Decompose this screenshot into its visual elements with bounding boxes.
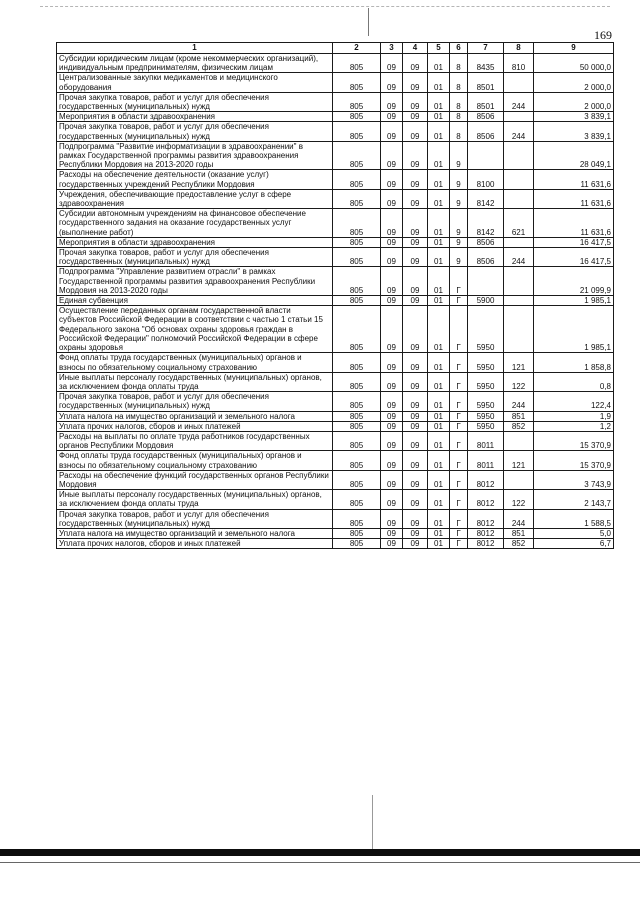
row-col3-cell: 09 <box>381 539 403 549</box>
row-col7-cell: 5950 <box>468 306 504 353</box>
row-col5-cell: 01 <box>428 122 450 141</box>
row-amount-cell: 1 985,1 <box>534 306 614 353</box>
row-col8-cell <box>504 296 534 306</box>
row-col2-cell: 805 <box>333 451 381 470</box>
row-col5-cell: 01 <box>428 141 450 170</box>
table-row <box>57 353 614 372</box>
table-row <box>57 189 614 208</box>
row-col4-cell: 09 <box>403 122 428 141</box>
row-col3-cell: 09 <box>381 141 403 170</box>
row-name-cell: Учреждения, обеспечивающие предоставление услуг в сфере здравоохранения <box>57 189 333 208</box>
row-amount-cell: 1 858,8 <box>534 353 614 372</box>
row-col5-cell: 01 <box>428 411 450 421</box>
row-col2-cell: 805 <box>333 539 381 549</box>
row-col8-cell <box>504 189 534 208</box>
row-col3-cell: 09 <box>381 54 403 73</box>
scan-bottom-line <box>0 862 640 863</box>
row-col8-cell: 621 <box>504 209 534 238</box>
table-row <box>57 306 614 353</box>
table-body <box>57 54 614 549</box>
row-col4-cell: 09 <box>403 92 428 111</box>
row-name-cell: Прочая закупка товаров, работ и услуг для обеспечения государственных (муниципальных) нужд <box>57 248 333 267</box>
row-col3-cell: 09 <box>381 237 403 247</box>
row-col4-cell: 09 <box>403 189 428 208</box>
row-amount-cell: 1 588,5 <box>534 509 614 528</box>
row-name-cell: Субсидии юридическим лицам (кроме некоммерческих организаций), индивидуальным предпринимателям, физическим лицам <box>57 54 333 73</box>
row-col3-cell: 09 <box>381 411 403 421</box>
row-col7-cell: 5950 <box>468 421 504 431</box>
header-col-7: 7 <box>468 43 504 54</box>
row-col8-cell: 244 <box>504 392 534 411</box>
row-col8-cell <box>504 73 534 92</box>
row-col3-cell: 09 <box>381 189 403 208</box>
row-col2-cell: 805 <box>333 209 381 238</box>
row-amount-cell: 16 417,5 <box>534 237 614 247</box>
row-col2-cell: 805 <box>333 509 381 528</box>
table-row <box>57 372 614 391</box>
row-col6-cell: 9 <box>450 189 468 208</box>
row-name-cell: Уплата налога на имущество организаций и земельного налога <box>57 528 333 538</box>
row-col3-cell: 09 <box>381 73 403 92</box>
row-col8-cell: 810 <box>504 54 534 73</box>
row-col6-cell: 8 <box>450 122 468 141</box>
row-name-cell: Субсидии автономным учреждениям на финансовое обеспечение государственного задания на оказание государственных услуг (выполнение работ) <box>57 209 333 238</box>
row-name-cell: Мероприятия в области здравоохранения <box>57 112 333 122</box>
row-col6-cell: 9 <box>450 209 468 238</box>
row-col2-cell: 805 <box>333 141 381 170</box>
row-col8-cell <box>504 470 534 489</box>
row-col8-cell <box>504 112 534 122</box>
row-col3-cell: 09 <box>381 170 403 189</box>
row-col2-cell: 805 <box>333 112 381 122</box>
row-col8-cell: 122 <box>504 372 534 391</box>
row-col4-cell: 09 <box>403 392 428 411</box>
row-col8-cell: 852 <box>504 539 534 549</box>
header-col-9: 9 <box>534 43 614 54</box>
header-col-3: 3 <box>381 43 403 54</box>
row-amount-cell: 16 417,5 <box>534 248 614 267</box>
row-col4-cell: 09 <box>403 237 428 247</box>
scan-fold-line <box>368 8 369 36</box>
row-name-cell: Прочая закупка товаров, работ и услуг для обеспечения государственных (муниципальных) нужд <box>57 392 333 411</box>
row-col3-cell: 09 <box>381 353 403 372</box>
row-col8-cell <box>504 267 534 296</box>
row-col7-cell: 5950 <box>468 411 504 421</box>
header-col-2: 2 <box>333 43 381 54</box>
row-name-cell: Прочая закупка товаров, работ и услуг для обеспечения государственных (муниципальных) нужд <box>57 92 333 111</box>
row-col4-cell: 09 <box>403 73 428 92</box>
row-col2-cell: 805 <box>333 372 381 391</box>
table-row <box>57 112 614 122</box>
row-col6-cell: Г <box>450 372 468 391</box>
row-col5-cell: 01 <box>428 306 450 353</box>
row-col3-cell: 09 <box>381 296 403 306</box>
row-col4-cell: 09 <box>403 509 428 528</box>
row-name-cell: Уплата прочих налогов, сборов и иных платежей <box>57 539 333 549</box>
table-row <box>57 122 614 141</box>
row-col6-cell: 8 <box>450 73 468 92</box>
budget-table <box>56 42 614 549</box>
row-col5-cell: 01 <box>428 353 450 372</box>
row-col3-cell: 09 <box>381 490 403 509</box>
row-col7-cell: 8012 <box>468 539 504 549</box>
row-col4-cell: 09 <box>403 170 428 189</box>
row-col3-cell: 09 <box>381 421 403 431</box>
row-name-cell: Иные выплаты персоналу государственных (муниципальных) органов, за исключением фонда оплаты труда <box>57 372 333 391</box>
row-col3-cell: 09 <box>381 509 403 528</box>
row-col3-cell: 09 <box>381 372 403 391</box>
row-col2-cell: 805 <box>333 470 381 489</box>
row-name-cell: Иные выплаты персоналу государственных (муниципальных) органов, за исключением фонда оплаты труда <box>57 490 333 509</box>
table-row <box>57 248 614 267</box>
row-col4-cell: 09 <box>403 267 428 296</box>
row-name-cell: Расходы на обеспечение деятельности (оказание услуг) государственных учреждений Республики Мордовия <box>57 170 333 189</box>
row-col4-cell: 09 <box>403 209 428 238</box>
row-col4-cell: 09 <box>403 306 428 353</box>
row-name-cell: Прочая закупка товаров, работ и услуг для обеспечения государственных (муниципальных) нужд <box>57 122 333 141</box>
row-col2-cell: 805 <box>333 73 381 92</box>
table-row <box>57 54 614 73</box>
table-row <box>57 528 614 538</box>
row-col2-cell: 805 <box>333 237 381 247</box>
table-header-row <box>57 43 614 54</box>
row-col6-cell: 9 <box>450 170 468 189</box>
row-col2-cell: 805 <box>333 296 381 306</box>
row-col3-cell: 09 <box>381 267 403 296</box>
row-col8-cell: 244 <box>504 248 534 267</box>
row-col7-cell: 8506 <box>468 122 504 141</box>
row-col2-cell: 805 <box>333 421 381 431</box>
row-col7-cell: 8506 <box>468 237 504 247</box>
row-amount-cell: 1,2 <box>534 421 614 431</box>
row-col8-cell <box>504 306 534 353</box>
row-col5-cell: 01 <box>428 490 450 509</box>
row-name-cell: Расходы на выплаты по оплате труда работников государственных органов Республики Мордовия <box>57 431 333 450</box>
header-col-5: 5 <box>428 43 450 54</box>
table-row <box>57 431 614 450</box>
row-col2-cell: 805 <box>333 306 381 353</box>
row-col5-cell: 01 <box>428 539 450 549</box>
row-col8-cell: 851 <box>504 411 534 421</box>
page-number: 169 <box>594 28 612 42</box>
row-col6-cell: 9 <box>450 248 468 267</box>
row-col3-cell: 09 <box>381 112 403 122</box>
row-amount-cell: 2 143,7 <box>534 490 614 509</box>
row-col5-cell: 01 <box>428 92 450 111</box>
row-col8-cell: 244 <box>504 92 534 111</box>
row-col3-cell: 09 <box>381 92 403 111</box>
row-amount-cell: 2 000,0 <box>534 92 614 111</box>
row-col7-cell: 8011 <box>468 431 504 450</box>
row-amount-cell: 5,0 <box>534 528 614 538</box>
table-row <box>57 92 614 111</box>
row-col5-cell: 01 <box>428 421 450 431</box>
row-name-cell: Фонд оплаты труда государственных (муниципальных) органов и взносы по обязательному социальному страхованию <box>57 353 333 372</box>
row-col8-cell: 852 <box>504 421 534 431</box>
row-col8-cell <box>504 431 534 450</box>
row-col2-cell: 805 <box>333 392 381 411</box>
header-col-6: 6 <box>450 43 468 54</box>
row-col8-cell: 121 <box>504 353 534 372</box>
row-amount-cell: 28 049,1 <box>534 141 614 170</box>
row-col8-cell: 851 <box>504 528 534 538</box>
row-col7-cell: 8012 <box>468 528 504 538</box>
row-col7-cell: 5950 <box>468 392 504 411</box>
scan-bottom-border <box>0 849 640 856</box>
row-col4-cell: 09 <box>403 470 428 489</box>
table-row <box>57 411 614 421</box>
row-col5-cell: 01 <box>428 267 450 296</box>
table-row <box>57 237 614 247</box>
row-col3-cell: 09 <box>381 392 403 411</box>
row-name-cell: Фонд оплаты труда государственных (муниципальных) органов и взносы по обязательному социальному страхованию <box>57 451 333 470</box>
row-col3-cell: 09 <box>381 451 403 470</box>
row-col7-cell: 8506 <box>468 112 504 122</box>
row-col2-cell: 805 <box>333 528 381 538</box>
table-row <box>57 470 614 489</box>
row-col4-cell: 09 <box>403 248 428 267</box>
row-amount-cell: 3 839,1 <box>534 112 614 122</box>
row-col7-cell: 8100 <box>468 170 504 189</box>
row-amount-cell: 1 985,1 <box>534 296 614 306</box>
scan-edge-fragment <box>40 0 610 7</box>
row-amount-cell: 122,4 <box>534 392 614 411</box>
row-col7-cell: 8011 <box>468 451 504 470</box>
row-col6-cell: Г <box>450 451 468 470</box>
row-col6-cell: Г <box>450 296 468 306</box>
row-col3-cell: 09 <box>381 431 403 450</box>
row-amount-cell: 3 839,1 <box>534 122 614 141</box>
row-col2-cell: 805 <box>333 411 381 421</box>
row-name-cell: Централизованные закупки медикаментов и медицинского оборудования <box>57 73 333 92</box>
row-col3-cell: 09 <box>381 306 403 353</box>
row-col4-cell: 09 <box>403 372 428 391</box>
row-col7-cell: 8435 <box>468 54 504 73</box>
scan-fold-line-lower <box>372 795 373 855</box>
row-amount-cell: 15 370,9 <box>534 451 614 470</box>
row-name-cell: Расходы на обеспечение функций государственных органов Республики Мордовия <box>57 470 333 489</box>
row-col5-cell: 01 <box>428 451 450 470</box>
table-row <box>57 490 614 509</box>
row-amount-cell: 11 631,6 <box>534 170 614 189</box>
row-col5-cell: 01 <box>428 209 450 238</box>
row-amount-cell: 6,7 <box>534 539 614 549</box>
row-col6-cell: Г <box>450 539 468 549</box>
row-col6-cell: Г <box>450 509 468 528</box>
row-col4-cell: 09 <box>403 411 428 421</box>
row-col6-cell: 8 <box>450 92 468 111</box>
row-col2-cell: 805 <box>333 431 381 450</box>
table-row <box>57 509 614 528</box>
row-col6-cell: Г <box>450 267 468 296</box>
row-col5-cell: 01 <box>428 248 450 267</box>
row-col2-cell: 805 <box>333 248 381 267</box>
row-col8-cell <box>504 170 534 189</box>
row-col4-cell: 09 <box>403 54 428 73</box>
table-row <box>57 73 614 92</box>
row-col4-cell: 09 <box>403 421 428 431</box>
row-col2-cell: 805 <box>333 267 381 296</box>
row-col3-cell: 09 <box>381 470 403 489</box>
row-name-cell: Подпрограмма "Управление развитием отрасли" в рамках Государственной программы развития здравоохранения Республики Мордовия на 2013-2020 годы <box>57 267 333 296</box>
table-row <box>57 170 614 189</box>
row-col5-cell: 01 <box>428 372 450 391</box>
table-row <box>57 392 614 411</box>
row-amount-cell: 50 000,0 <box>534 54 614 73</box>
row-col4-cell: 09 <box>403 141 428 170</box>
row-name-cell: Подпрограмма "Развитие информатизации в здравоохранении" в рамках Государственной программы развития здравоохранения Республики Мордовия на 2013-2020 годы <box>57 141 333 170</box>
row-col7-cell: 8012 <box>468 490 504 509</box>
row-col2-cell: 805 <box>333 170 381 189</box>
row-col4-cell: 09 <box>403 451 428 470</box>
row-col6-cell: Г <box>450 528 468 538</box>
table-row <box>57 539 614 549</box>
row-col7-cell <box>468 141 504 170</box>
row-col4-cell: 09 <box>403 528 428 538</box>
row-amount-cell: 15 370,9 <box>534 431 614 450</box>
row-amount-cell: 2 000,0 <box>534 73 614 92</box>
row-col3-cell: 09 <box>381 248 403 267</box>
row-col5-cell: 01 <box>428 237 450 247</box>
row-col3-cell: 09 <box>381 528 403 538</box>
header-col-1: 1 <box>57 43 333 54</box>
row-name-cell: Осуществление переданных органам государственной власти субъектов Российской Федерации в соответствии с частью 1 статьи 15 Федерального закона "Об основах охраны здоровья граждан в Российской Федерации" полномочий Российской Федерации в сфере охраны здоровья <box>57 306 333 353</box>
row-col7-cell: 5900 <box>468 296 504 306</box>
row-col7-cell: 8506 <box>468 248 504 267</box>
row-col5-cell: 01 <box>428 296 450 306</box>
row-col6-cell: Г <box>450 421 468 431</box>
row-col7-cell: 8501 <box>468 92 504 111</box>
table-row <box>57 141 614 170</box>
row-col6-cell: Г <box>450 306 468 353</box>
table-row <box>57 451 614 470</box>
row-col8-cell <box>504 141 534 170</box>
row-amount-cell: 0,8 <box>534 372 614 391</box>
row-col6-cell: Г <box>450 411 468 421</box>
row-col7-cell: 8012 <box>468 470 504 489</box>
row-col5-cell: 01 <box>428 509 450 528</box>
row-col2-cell: 805 <box>333 189 381 208</box>
row-col2-cell: 805 <box>333 353 381 372</box>
row-col5-cell: 01 <box>428 112 450 122</box>
row-amount-cell: 3 743,9 <box>534 470 614 489</box>
row-col4-cell: 09 <box>403 431 428 450</box>
row-col4-cell: 09 <box>403 539 428 549</box>
table-row <box>57 209 614 238</box>
row-col4-cell: 09 <box>403 353 428 372</box>
row-col5-cell: 01 <box>428 189 450 208</box>
row-name-cell: Единая субвенция <box>57 296 333 306</box>
row-col5-cell: 01 <box>428 431 450 450</box>
row-col5-cell: 01 <box>428 392 450 411</box>
row-col6-cell: 8 <box>450 112 468 122</box>
row-col2-cell: 805 <box>333 54 381 73</box>
row-col7-cell: 8142 <box>468 209 504 238</box>
row-col7-cell: 8142 <box>468 189 504 208</box>
row-col8-cell <box>504 237 534 247</box>
row-col4-cell: 09 <box>403 490 428 509</box>
row-col6-cell: Г <box>450 353 468 372</box>
row-col4-cell: 09 <box>403 296 428 306</box>
row-col8-cell: 122 <box>504 490 534 509</box>
row-col7-cell: 8012 <box>468 509 504 528</box>
row-name-cell: Мероприятия в области здравоохранения <box>57 237 333 247</box>
row-col5-cell: 01 <box>428 73 450 92</box>
row-amount-cell: 1,9 <box>534 411 614 421</box>
row-col8-cell: 244 <box>504 509 534 528</box>
row-col5-cell: 01 <box>428 170 450 189</box>
row-col6-cell: Г <box>450 431 468 450</box>
row-amount-cell: 11 631,6 <box>534 189 614 208</box>
row-amount-cell: 21 099,9 <box>534 267 614 296</box>
row-col5-cell: 01 <box>428 54 450 73</box>
row-col6-cell: 8 <box>450 54 468 73</box>
row-col5-cell: 01 <box>428 528 450 538</box>
row-col6-cell: 9 <box>450 237 468 247</box>
row-col6-cell: Г <box>450 392 468 411</box>
row-col8-cell: 121 <box>504 451 534 470</box>
row-amount-cell: 11 631,6 <box>534 209 614 238</box>
row-col4-cell: 09 <box>403 112 428 122</box>
row-col5-cell: 01 <box>428 470 450 489</box>
row-col2-cell: 805 <box>333 122 381 141</box>
row-col6-cell: Г <box>450 470 468 489</box>
row-col2-cell: 805 <box>333 92 381 111</box>
row-name-cell: Прочая закупка товаров, работ и услуг для обеспечения государственных (муниципальных) нужд <box>57 509 333 528</box>
row-col6-cell: 9 <box>450 141 468 170</box>
row-col3-cell: 09 <box>381 209 403 238</box>
header-col-4: 4 <box>403 43 428 54</box>
row-col7-cell: 5950 <box>468 353 504 372</box>
header-col-8: 8 <box>504 43 534 54</box>
row-name-cell: Уплата налога на имущество организаций и земельного налога <box>57 411 333 421</box>
row-name-cell: Уплата прочих налогов, сборов и иных платежей <box>57 421 333 431</box>
row-col8-cell: 244 <box>504 122 534 141</box>
row-col7-cell: 8501 <box>468 73 504 92</box>
table-row <box>57 296 614 306</box>
table-row <box>57 421 614 431</box>
row-col2-cell: 805 <box>333 490 381 509</box>
row-col3-cell: 09 <box>381 122 403 141</box>
table-row <box>57 267 614 296</box>
row-col7-cell <box>468 267 504 296</box>
row-col6-cell: Г <box>450 490 468 509</box>
row-col7-cell: 5950 <box>468 372 504 391</box>
